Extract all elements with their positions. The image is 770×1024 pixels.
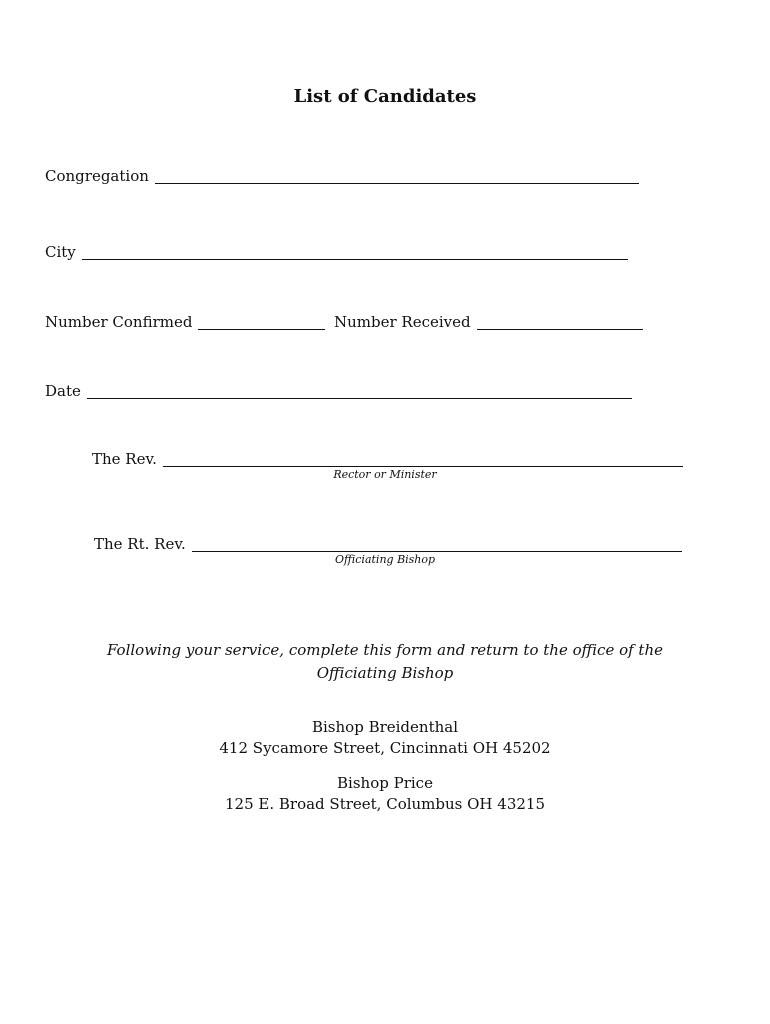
rt-rev-field[interactable] [192, 535, 682, 552]
rt-rev-label: The Rt. Rev. [94, 535, 186, 553]
city-field[interactable] [82, 243, 628, 260]
city-label: City [45, 243, 76, 261]
instructions-line-1: Following your service, complete this form and return to the office of the [106, 641, 664, 659]
city-row [45, 240, 628, 261]
date-row [45, 379, 632, 400]
number-received-label: Number Received [334, 313, 471, 331]
number-confirmed-label: Number Confirmed [45, 313, 193, 331]
number-confirmed-field[interactable] [198, 313, 325, 330]
rev-field[interactable] [163, 450, 683, 467]
instructions-line-2: Officiating Bishop [316, 664, 454, 682]
rt-rev-row [94, 532, 682, 553]
page-title: List of Candidates [293, 86, 477, 107]
address-block-2 [0, 773, 770, 815]
number-confirmed-row [45, 310, 325, 331]
address-street: 412 Sycamore Street, Cincinnati OH 45202 [219, 739, 551, 757]
address-street: 125 E. Broad Street, Columbus OH 43215 [225, 795, 545, 813]
address-block-1 [0, 717, 770, 759]
congregation-row [45, 164, 639, 185]
rev-caption: Rector or Minister [333, 468, 437, 481]
date-label: Date [45, 382, 81, 400]
congregation-field[interactable] [155, 167, 639, 184]
address-name: Bishop Breidenthal [311, 718, 458, 736]
number-received-field[interactable] [477, 313, 643, 330]
address-name: Bishop Price [337, 774, 433, 792]
instructions [0, 639, 770, 685]
rev-label: The Rev. [92, 450, 157, 468]
rt-rev-caption: Officiating Bishop [334, 553, 436, 566]
congregation-label: Congregation [45, 167, 149, 185]
date-field[interactable] [87, 382, 632, 399]
number-received-row [334, 310, 643, 331]
rev-row [92, 447, 683, 468]
